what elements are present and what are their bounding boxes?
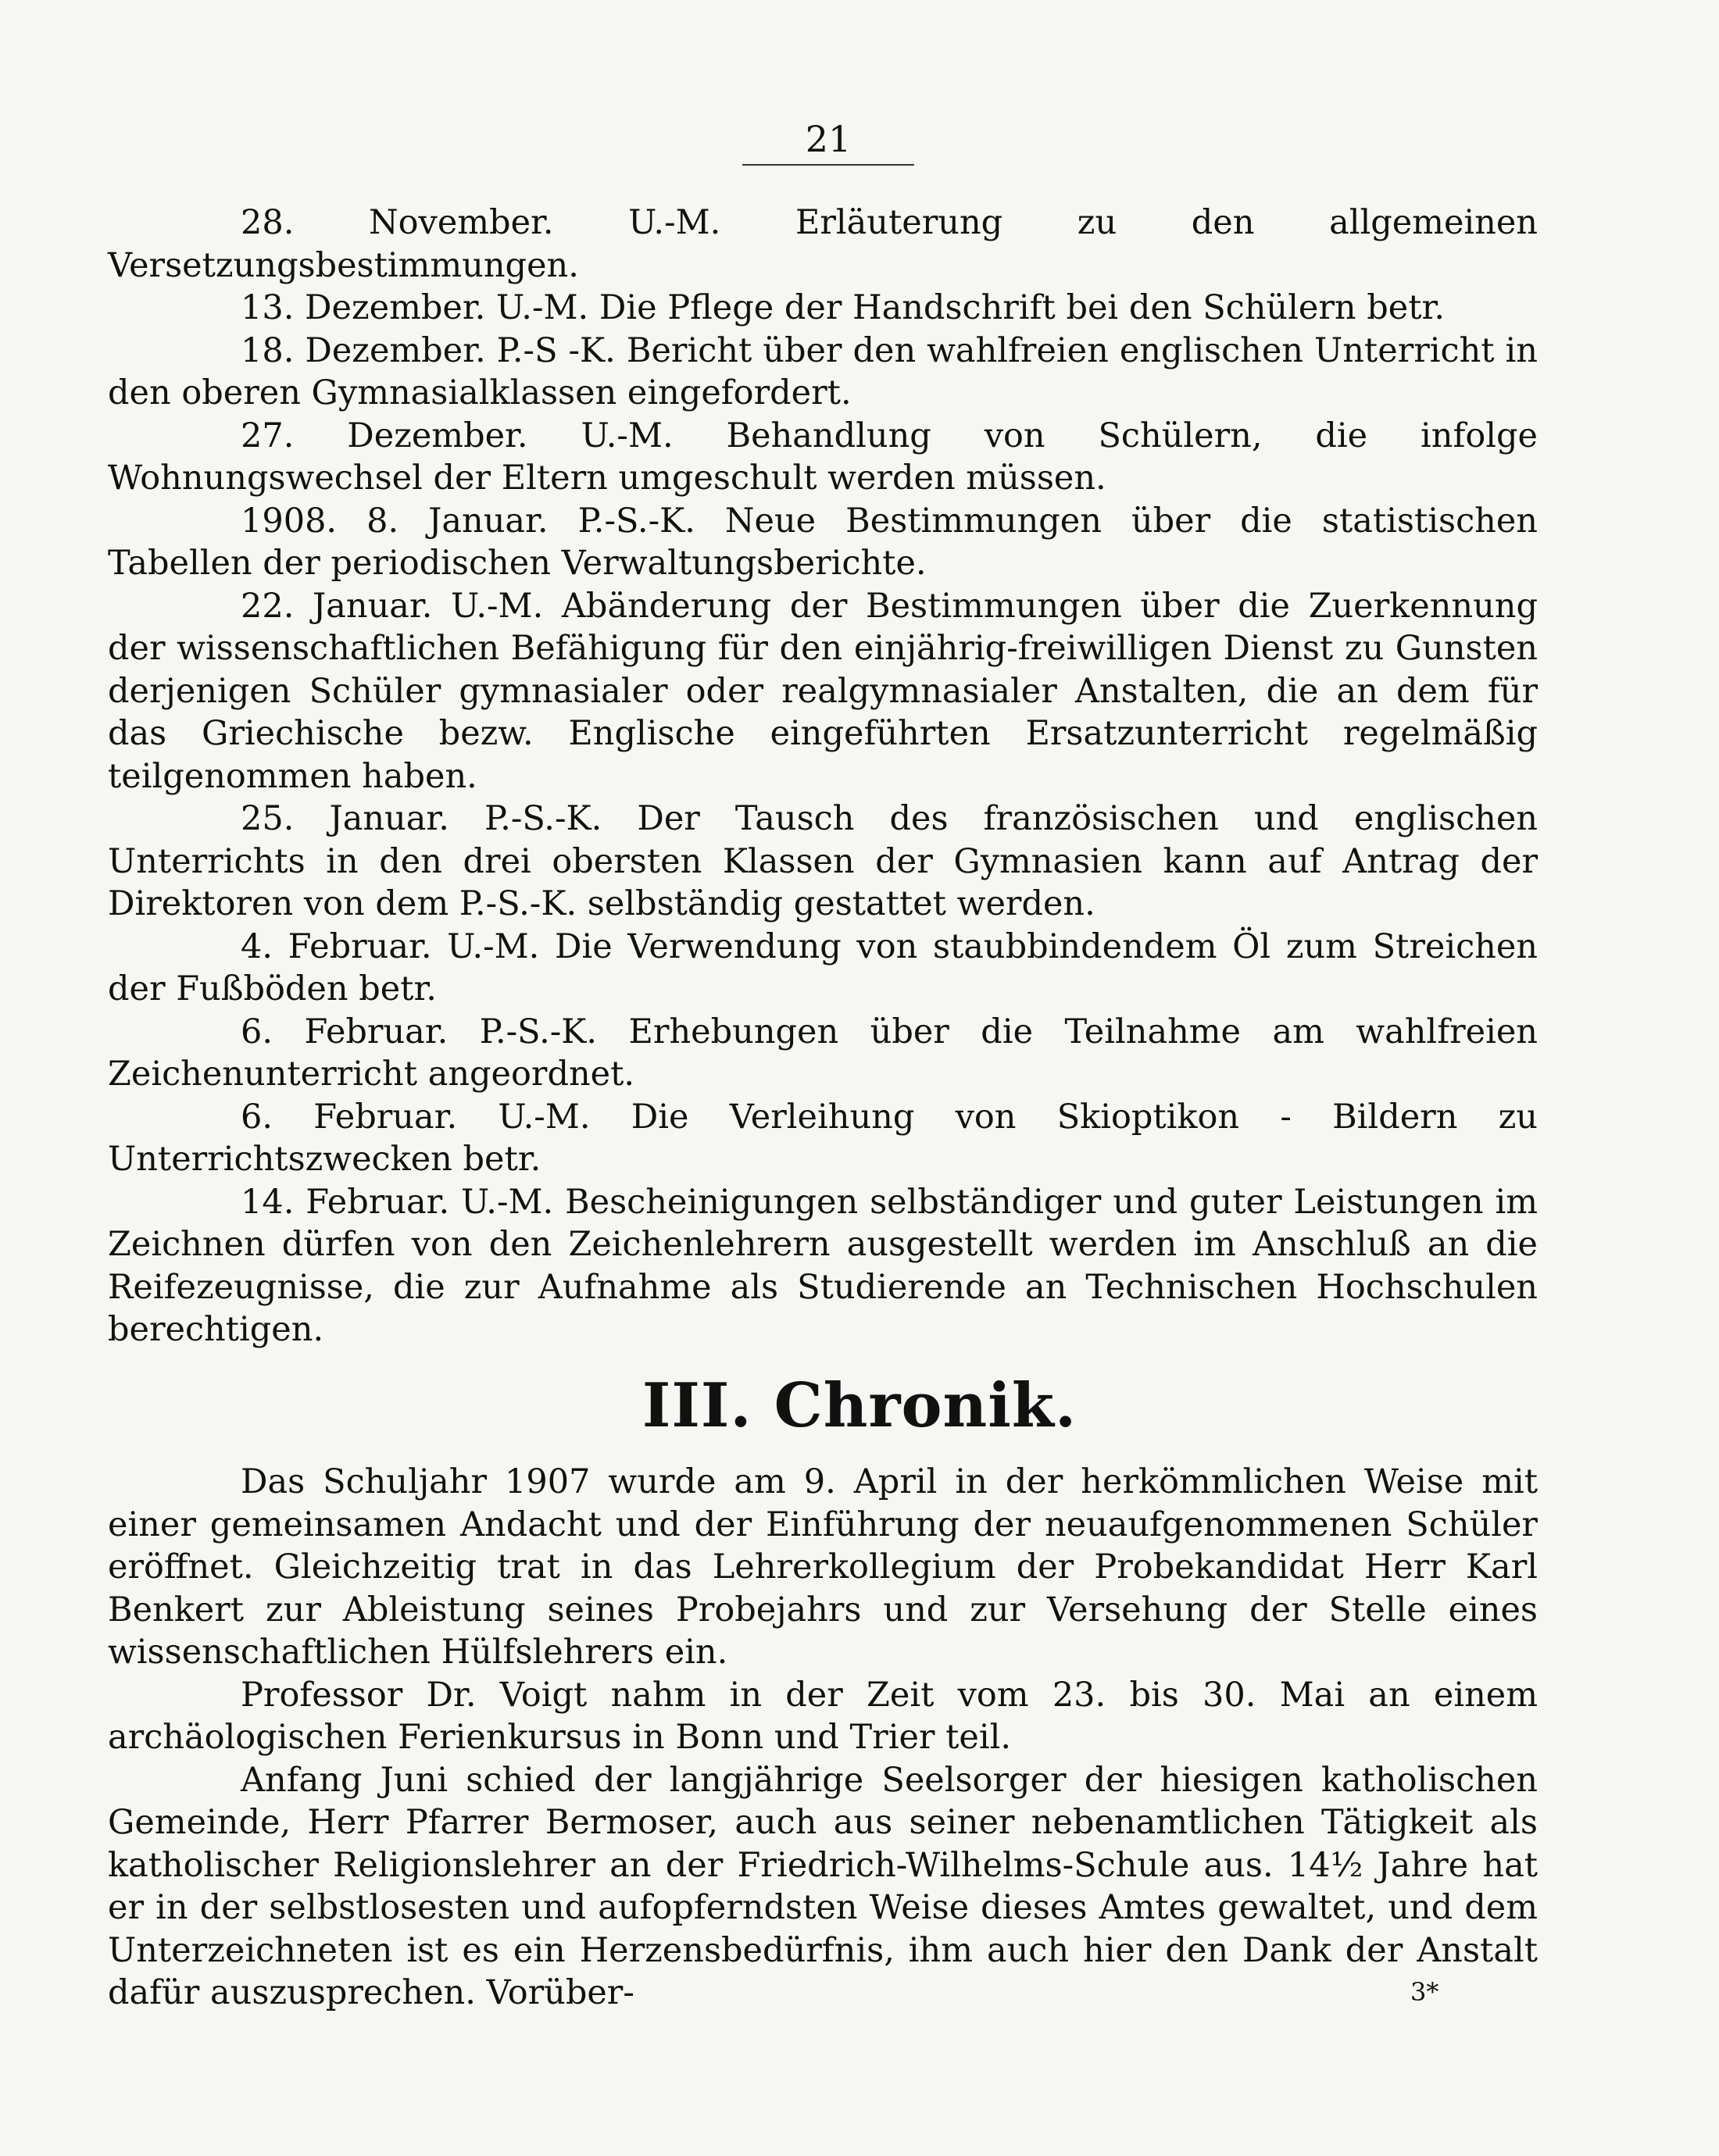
decree-item: 25. Januar. P.-S.-K. Der Tausch des französischen und englischen Unterrichts in den drei obersten Klassen der Gymnasien kann auf Antrag der Direktoren von dem P.-S.-K. selbständig gestattet werden. (108, 799, 1538, 923)
decree-list (108, 202, 1538, 1351)
decree-item: 14. Februar. U.-M. Bescheinigungen selbständiger und guter Leistungen im Zeichnen dürfen von den Zeichenlehrern ausgestellt werden im Anschluß an die Reifezeugnisse, die zur Aufnahme als Studierende an Technischen Hochschulen berechtigen. (108, 1182, 1538, 1349)
decree-item: 4. Februar. U.-M. Die Verwendung von staubbindendem Öl zum Streichen der Fußböden betr. (108, 926, 1538, 1008)
section-heading: III. Chronik. (641, 1370, 1078, 1441)
decree-item: 27. Dezember. U.-M. Behandlung von Schülern, die infolge Wohnungswechsel der Eltern umgeschult werden müssen. (108, 416, 1538, 498)
decree-item: 22. Januar. U.-M. Abänderung der Bestimmungen über die Zuerkennung der wissenschaftlichen Befähigung für den einjährig-freiwilligen Dienst zu Gunsten derjenigen Schüler gymnasialer oder realgymnasialer Anstalten, die an dem für das Griechische bezw. Englische eingeführten Ersatzunterricht regelmäßig teilgenommen haben. (108, 586, 1538, 796)
decree-item: 28. November. U.-M. Erläuterung zu den allgemeinen Versetzungsbestimmungen. (108, 203, 1538, 285)
chronik-paragraph: Anfang Juni schied der langjährige Seelsorger der hiesigen katholischen Gemeinde, Herr Pfarrer Bermoser, auch aus seiner nebenamtlichen Tätigkeit als katholischer Religionslehrer an der Friedrich-Wilhelms-Schule aus. 14½ Jahre hat er in der selbstlosesten und aufopferndsten Weise dieses Amtes gewaltet, und dem Unterzeichneten ist es ein Herzensbedürfnis, ihm auch hier den Dank der Anstalt dafür auszusprechen. Vorüber- (108, 1760, 1538, 2012)
chronik-paragraph: Das Schuljahr 1907 wurde am 9. April in der herkömmlichen Weise mit einer gemeinsamen Andacht und der Einführung der neuaufgenommenen Schüler eröffnet. Gleichzeitig trat in das Lehrerkollegium der Probekandidat Herr Karl Benkert zur Ableistung seines Probejahrs und zur Versehung der Stelle eines wissenschaftlichen Hülfslehrers ein. (108, 1462, 1538, 1672)
chronik-paragraph: Professor Dr. Voigt nahm in der Zeit vom 23. bis 30. Mai an einem archäologischen Ferienkursus in Bonn und Trier teil. (108, 1675, 1538, 1757)
signature-mark: 3* (1410, 1977, 1439, 2007)
decree-item: 18. Dezember. P.-S -K. Bericht über den wahlfreien englischen Unterricht in den oberen Gymnasialklassen eingefordert. (108, 330, 1538, 412)
decree-item: 13. Dezember. U.-M. Die Pflege der Handschrift bei den Schülern betr. (241, 288, 1445, 327)
decree-item: 6. Februar. U.-M. Die Verleihung von Skioptikon - Bildern zu Unterrichtszwecken betr. (108, 1097, 1538, 1179)
chronik-text (108, 1461, 1538, 2015)
page-number: 21 (742, 117, 914, 166)
decree-item: 6. Februar. P.-S.-K. Erhebungen über die Teilnahme am wahlfreien Zeichenunterricht angeordnet. (108, 1012, 1538, 1094)
decree-item: 1908. 8. Januar. P.-S.-K. Neue Bestimmungen über die statistischen Tabellen der periodischen Verwaltungsberichte. (108, 501, 1538, 583)
